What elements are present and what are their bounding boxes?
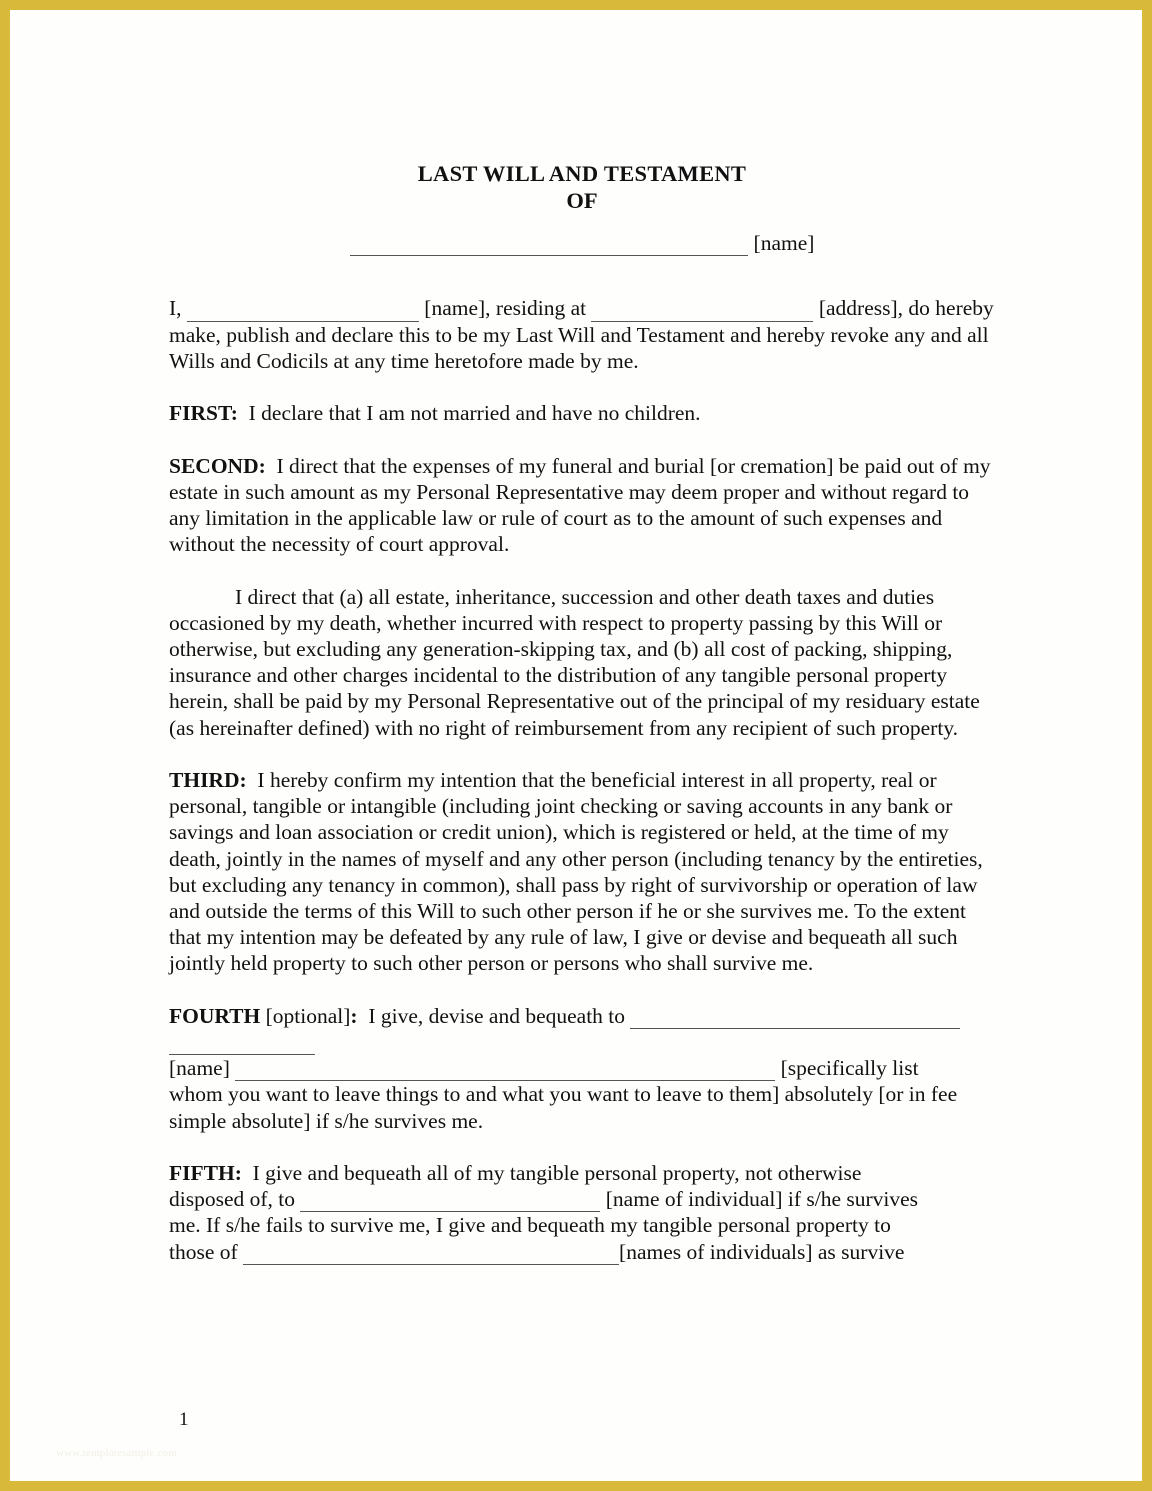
spacer bbox=[169, 557, 995, 583]
clause-fifth-line2-prefix: disposed of, to bbox=[169, 1187, 296, 1212]
testator-address-blank[interactable] bbox=[591, 300, 813, 321]
clause-fourth-specifically-list: [specifically list bbox=[780, 1056, 919, 1081]
clause-fourth-name-hint: [name] bbox=[169, 1056, 230, 1081]
title-name-field-row bbox=[169, 230, 995, 256]
clause-fifth-lead: I give and bequeath all of my tangible personal property, not otherwise bbox=[252, 1161, 862, 1185]
page-title: LAST WILL AND TESTAMENT bbox=[417, 161, 747, 186]
clause-fifth-label: FIFTH: bbox=[169, 1161, 242, 1185]
clause-third-text: I hereby confirm my intention that the beneficial interest in all property, real or personal, tangible or intangible (including joint checking or saving accounts in any bank or savings and loan association or credit union), which is registered or held, at the time of my death, jointly in the names of myself and any other person (including tenancy by the entireties, but excluding any tenancy in common), shall pass by right of survivorship or operation of law and outside the terms of this Will to such other person if he or she survives me. To the extent that my intention may be defeated by any rule of law, I give or devise and bequeath all such jointly held property to such other person or persons who shall survive me. bbox=[169, 767, 983, 976]
opening-address-hint: [address], do bbox=[818, 296, 930, 321]
clause-first-text: I declare that I am not married and have no children. bbox=[248, 401, 701, 426]
page-number: 1 bbox=[179, 1409, 189, 1430]
spacer bbox=[169, 1134, 995, 1160]
opening-lead: I, bbox=[169, 296, 182, 321]
opening-paragraph bbox=[169, 295, 995, 374]
paper-sheet bbox=[10, 10, 1142, 1481]
clause-fourth-line-3 bbox=[169, 1055, 995, 1081]
fourth-beneficiary-blank-b[interactable] bbox=[169, 1034, 315, 1055]
clause-fifth-line4-hint: [names of individuals] as survive bbox=[619, 1239, 905, 1264]
clause-fifth-line2-hint: [name of individual] if s/he survives bbox=[605, 1187, 919, 1212]
opening-body: hereby make, publish and declare this to be my Last Will and Testament and hereby revoke any and all Wills and Codicils at any time heretofore made by me. bbox=[169, 296, 994, 373]
clause-fourth-label: FOURTH bbox=[169, 1003, 261, 1028]
clause-first-label: FIRST: bbox=[169, 401, 238, 426]
clause-first bbox=[169, 400, 995, 426]
testator-name-blank[interactable] bbox=[187, 300, 419, 321]
clause-second bbox=[169, 453, 995, 558]
spacer bbox=[169, 282, 995, 295]
clause-fourth-line-1 bbox=[169, 1003, 995, 1029]
clause-fourth-tail: whom you want to leave things to and what you want to leave to them] absolutely [or in fee simple absolute] if s/he survives me. bbox=[169, 1082, 958, 1133]
spacer bbox=[169, 741, 995, 767]
clause-fifth-line-2 bbox=[169, 1186, 995, 1212]
clause-second-subparagraph: I direct that (a) all estate, inheritance, succession and other death taxes and duties occasioned by my death, whether incurred with respect to property passing by this Will or otherwise, but excluding any generation-skipping tax, and (b) all cost of packing, shipping, insurance and other charges incidental to the distribution of any tangible personal property herein, shall be paid by my Personal Representative out of the principal of my residuary estate (as hereinafter defined) with no right of reimbursement from any recipient of such property. bbox=[169, 584, 980, 740]
clause-second-text: I direct that the expenses of my funeral and burial [or cremation] be paid out of my estate in such amount as my Personal Representative may deem proper and without regard to any limitation in the applicable law or rule of court as to the amount of such expenses and without the necessity of court approval. bbox=[169, 453, 991, 557]
watermark-text: www.templatesample.com bbox=[56, 1447, 177, 1459]
clause-fifth-line-3: me. If s/he fails to survive me, I give and bequeath my tangible personal property to bbox=[169, 1213, 891, 1238]
clause-third bbox=[169, 767, 995, 977]
title-name-blank[interactable] bbox=[350, 235, 748, 256]
spacer bbox=[169, 256, 995, 282]
clause-fifth-line4-prefix: those of bbox=[169, 1239, 238, 1264]
clause-fifth-line-4 bbox=[169, 1239, 995, 1265]
clause-fourth-line-2 bbox=[169, 1029, 995, 1055]
clause-fourth-lead: I give, devise and bequeath to bbox=[368, 1003, 626, 1028]
fifth-alternate-recipients-blank[interactable] bbox=[243, 1243, 619, 1264]
clause-fourth-optional-tag: [optional] bbox=[260, 1003, 351, 1028]
clause-fourth-colon: : bbox=[350, 1003, 358, 1028]
clause-fifth-line-1 bbox=[169, 1160, 995, 1186]
fourth-beneficiary-blank-a[interactable] bbox=[630, 1008, 960, 1029]
spacer bbox=[169, 374, 995, 400]
spacer bbox=[169, 426, 995, 452]
opening-name-hint: [name], residing at bbox=[424, 296, 587, 321]
page-title-of: OF bbox=[566, 188, 598, 213]
title-name-hint: [name] bbox=[753, 231, 815, 255]
fifth-recipient-blank[interactable] bbox=[300, 1191, 600, 1212]
document-body bbox=[169, 160, 995, 1265]
clause-second-label: SECOND: bbox=[169, 453, 266, 478]
clause-third-label: THIRD: bbox=[169, 767, 247, 792]
fourth-gift-description-blank[interactable] bbox=[235, 1060, 775, 1081]
spacer bbox=[169, 977, 995, 1003]
